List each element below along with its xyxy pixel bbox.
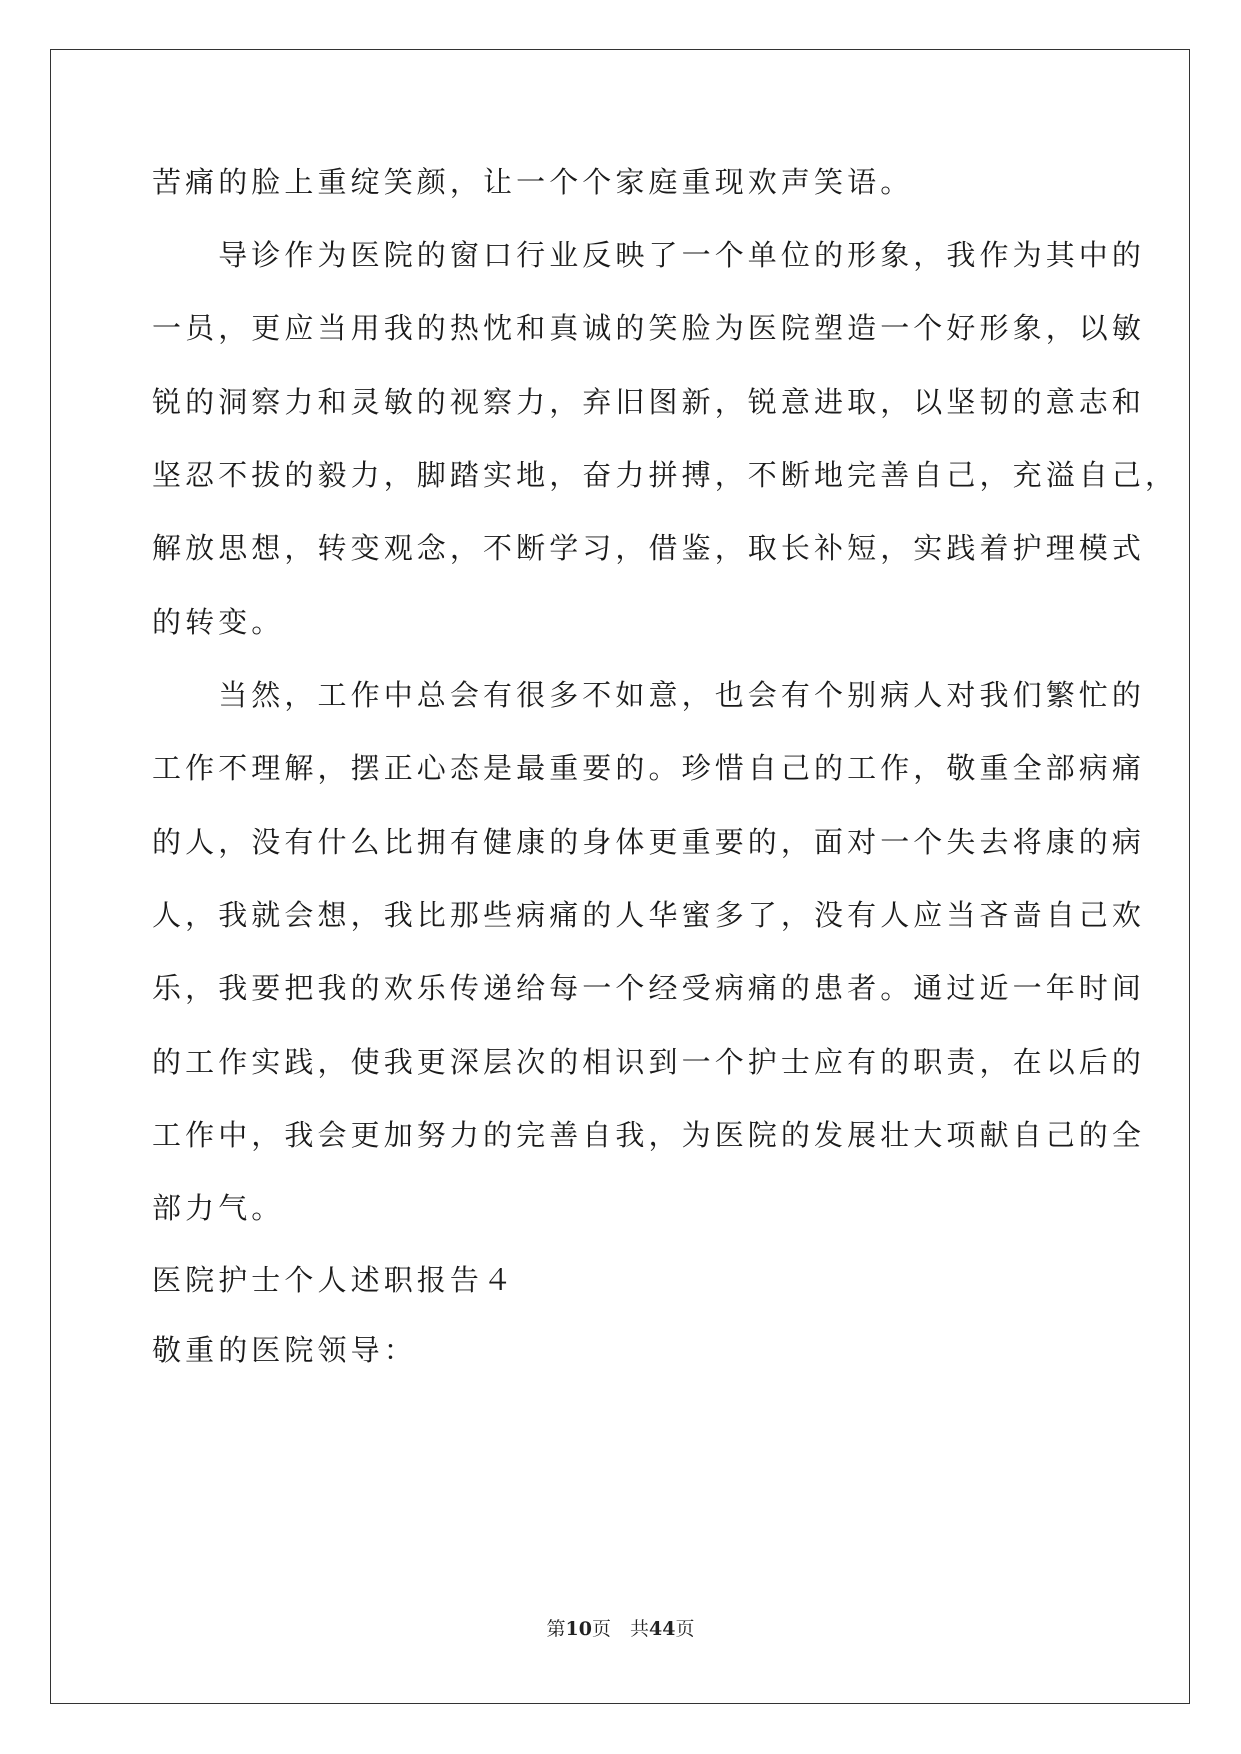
text-line: 一员，更应当用我的热忱和真诚的笑脸为医院塑造一个好形象，以敏 [152,311,1146,345]
text-line: 人，我就会想，我比那些病痛的人华蜜多了，没有人应当吝啬自己欢 [152,898,1146,932]
text-line: 导诊作为医院的窗口行业反映了一个单位的形象，我作为其中的 [152,238,1146,272]
footer-middle: 页 共 [591,1618,649,1640]
current-page-number: 10 [565,1618,592,1640]
text-line: 工作不理解，摆正心态是最重要的。珍惜自己的工作，敬重全部病痛 [152,751,1146,785]
page-footer [0,1614,1241,1641]
salutation: 敬重的医院领导： [152,1333,417,1367]
text-line: 工作中，我会更加努力的完善自我，为医院的发展壮大项献自己的全 [152,1118,1146,1152]
page-border [50,49,1190,1704]
text-line: 当然，工作中总会有很多不如意，也会有个别病人对我们繁忙的 [152,678,1146,712]
text-line: 的人，没有什么比拥有健康的身体更重要的，面对一个失去将康的病 [152,825,1146,859]
text-line: 苦痛的脸上重绽笑颜，让一个个家庭重现欢声笑语。 [152,165,914,199]
section-heading: 医院护士个人述职报告４ [152,1263,517,1297]
total-page-count: 44 [649,1618,676,1640]
footer-prefix: 第 [546,1618,566,1640]
footer-suffix: 页 [675,1618,695,1640]
text-line: 锐的洞察力和灵敏的视察力，弃旧图新，锐意进取，以坚韧的意志和 [152,385,1146,419]
text-line: 乐，我要把我的欢乐传递给每一个经受病痛的患者。通过近一年时间 [152,971,1146,1005]
text-line: 的转变。 [152,605,285,639]
text-line: 解放思想，转变观念，不断学习，借鉴，取长补短，实践着护理模式 [152,531,1146,565]
text-line: 的工作实践，使我更深层次的相识到一个护士应有的职责，在以后的 [152,1045,1146,1079]
text-line: 坚忍不拔的毅力，脚踏实地，奋力拼搏，不断地完善自己，充溢自己， [152,458,1179,492]
text-line: 部力气。 [152,1191,285,1225]
